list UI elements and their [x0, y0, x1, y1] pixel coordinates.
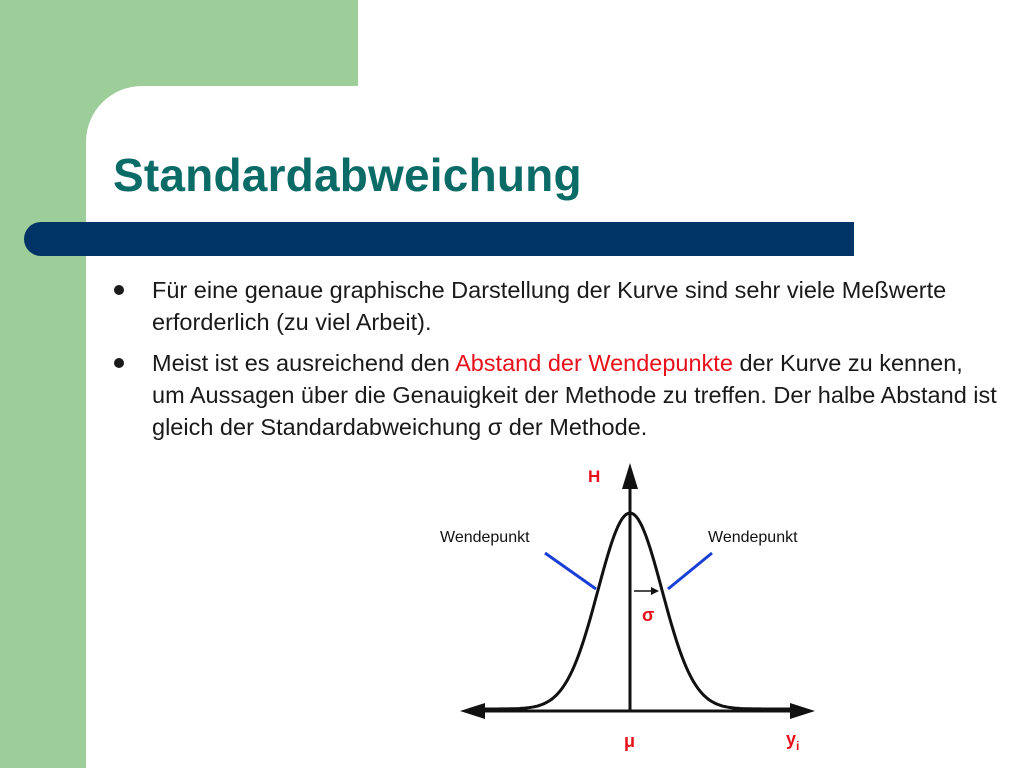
left-inflection-label: Wendepunkt — [440, 529, 530, 546]
bullet-text-after: der Kurve zu kennen, um Aussagen über die Genauigkeit der Methode zu treffen. Der halbe Abstand ist gleich der Standardabweichung σ der Methode. — [152, 350, 997, 440]
slide-title: Standardabweichung — [113, 149, 582, 201]
normal-distribution-figure — [430, 455, 830, 760]
highlighted-term: Abstand der Wendepunkte — [455, 350, 733, 376]
title-underline-bar — [24, 222, 854, 256]
y-axis-label: H — [588, 467, 601, 486]
normal-curve-diagram — [430, 455, 830, 760]
bullet-item — [110, 347, 1000, 443]
bullet-text-before: Meist ist es ausreichend den — [152, 350, 456, 376]
bullet-dot-icon — [114, 285, 124, 295]
mean-label: μ — [624, 731, 636, 751]
sigma-label: σ — [642, 605, 655, 625]
bullet-item — [110, 274, 1000, 338]
bullet-list — [110, 274, 1000, 452]
x-axis-label-subscript: i — [796, 739, 800, 753]
bullet-text: Für eine genaue graphische Darstellung der Kurve sind sehr viele Meßwerte erforderlich (zu viel Arbeit). — [152, 277, 947, 335]
bullet-dot-icon — [114, 358, 124, 368]
x-axis-label-main: y — [786, 729, 797, 749]
right-inflection-label: Wendepunkt — [708, 529, 798, 546]
